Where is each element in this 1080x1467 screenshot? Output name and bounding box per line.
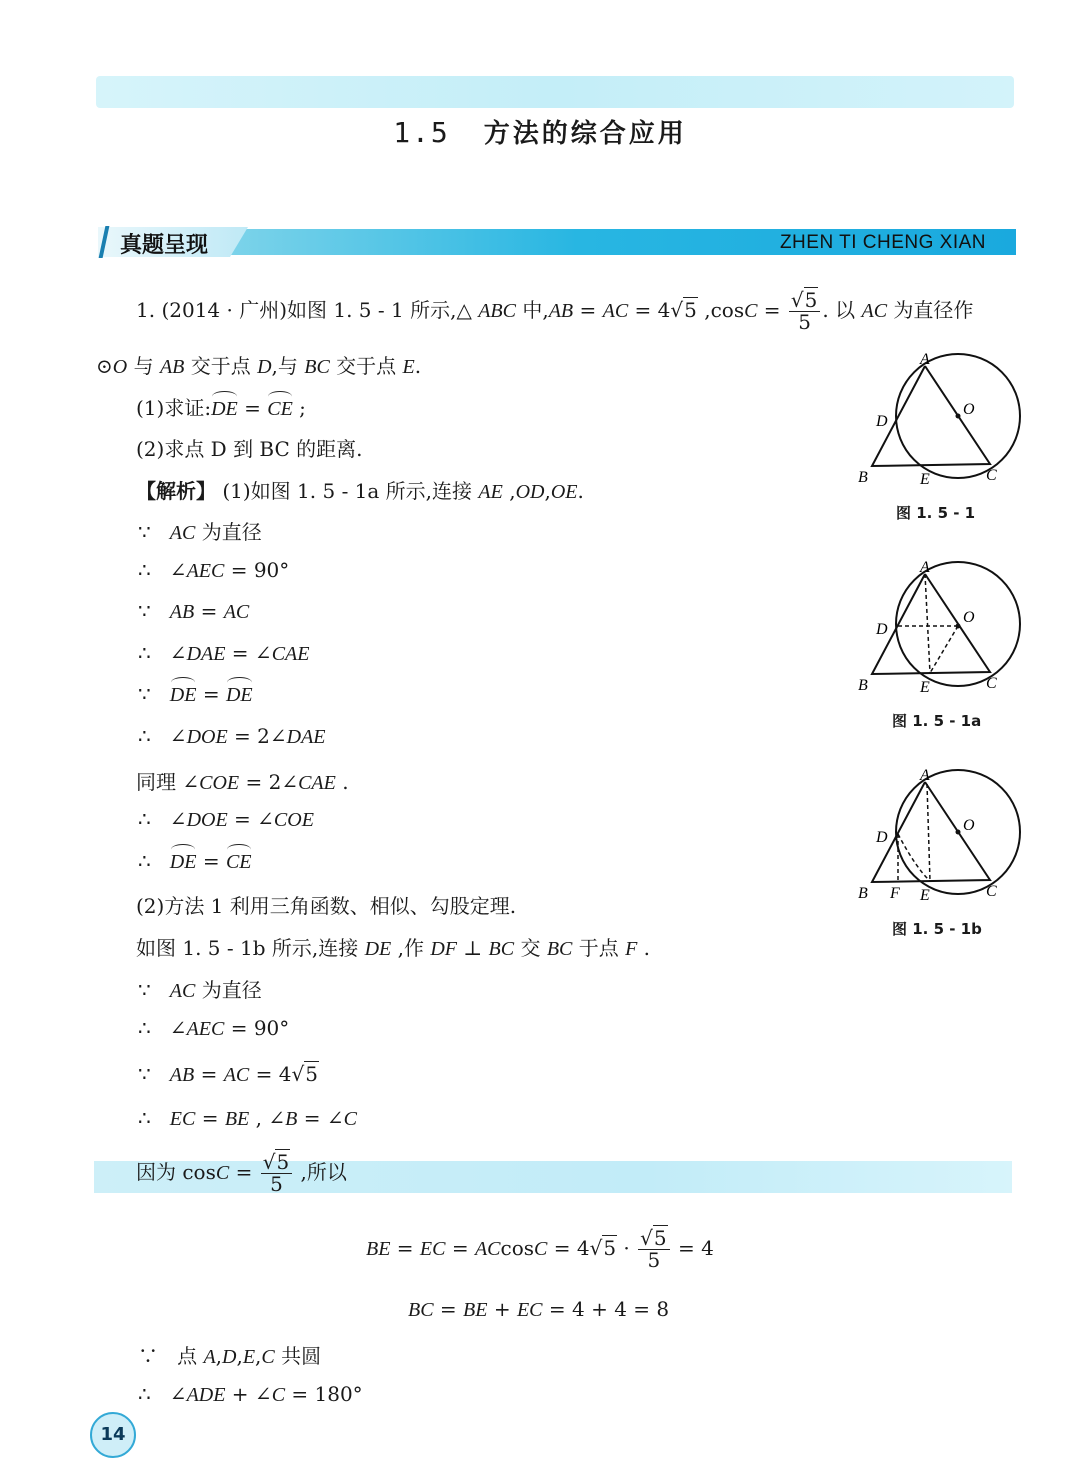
fig1a-label-b: B <box>858 677 868 694</box>
banner-title-cn: 真题呈现 <box>120 233 209 258</box>
method1-intro: 如图 1. 5 - 1b 所示,连接 DE ,作 DF ⊥ BC 交 BC 于点 F . <box>136 936 651 960</box>
problem-intro-continued: ⊙O 与 AB 交于点 D,与 BC 交于点 E. <box>96 354 422 378</box>
fig1-label-o: O <box>963 401 975 418</box>
sol-line-1: ∵ AC 为直径 <box>138 520 262 544</box>
fig1a-label-e: E <box>920 679 930 696</box>
solution-label: 【解析】 <box>136 479 216 503</box>
problem-part1: (1)求证:DE = CE ; <box>136 396 306 420</box>
figure-1-5-1b-caption: 图 1. 5 - 1b <box>892 920 982 938</box>
section-number: 1.5 <box>393 116 450 149</box>
sol-line-9: ∴ DE = CE <box>138 849 252 873</box>
problem-intro <box>136 290 973 333</box>
figure-1-5-1a-caption: 图 1. 5 - 1a <box>892 712 982 730</box>
section-title-text: 方法的综合应用 <box>483 119 687 149</box>
solution-intro: 【解析】 (1)如图 1. 5 - 1a 所示,连接 AE ,OD,OE. <box>136 479 584 503</box>
method1-title: (2)方法 1 利用三角函数、相似、勾股定理. <box>136 894 517 918</box>
fig1-label-d: D <box>876 413 888 430</box>
fig1-label-b: B <box>858 469 868 486</box>
section-banner <box>98 226 1016 260</box>
method1-line-2: ∴ ∠AEC = 90° <box>138 1016 290 1040</box>
fig1-label-e: E <box>920 471 930 488</box>
fig1a-label-c: C <box>986 675 997 692</box>
figure-1-5-1a <box>850 556 1035 696</box>
equation-1: BE = EC = ACcosC = 4√5 · $\frac{√5}{5}$ = 4 <box>366 1226 714 1272</box>
page-number: 14 <box>90 1412 136 1458</box>
since-cos-line: 因为 cosC = $\frac{√5}{5}$ ,所以 <box>136 1150 347 1196</box>
final-line-2: ∴ ∠ADE + ∠C = 180° <box>138 1382 363 1406</box>
sol-line-8: ∴ ∠DOE = ∠COE <box>138 807 314 831</box>
figure-1-5-1b <box>850 764 1035 904</box>
method1-line-1: ∵ AC 为直径 <box>138 978 262 1002</box>
fig1b-label-c: C <box>986 883 997 900</box>
sol-line-3: ∵ AB = AC <box>138 599 250 623</box>
fig1b-label-o: O <box>963 817 975 834</box>
fig1b-label-e: E <box>920 887 930 904</box>
fig1b-label-d: D <box>876 829 888 846</box>
problem-intro-text: 1. (2014 · 广州)如图 1. 5 - 1 所示,△ ABC 中,AB = AC = 4√5 ,cosC = $\frac{√5}{5}$ . 以 AC 为直径作 <box>136 288 974 334</box>
top-decorative-band <box>96 76 1014 108</box>
banner-title-en: ZHEN TI CHENG XIAN <box>779 232 986 253</box>
sol-line-7: 同理 ∠COE = 2∠CAE . <box>136 770 349 794</box>
figure-1-5-1 <box>850 348 1035 488</box>
sol-line-4: ∴ ∠DAE = ∠CAE <box>138 641 310 665</box>
fig1b-label-f: F <box>890 885 900 902</box>
fig1b-label-b: B <box>858 885 868 902</box>
fig1a-label-a: A <box>920 559 930 576</box>
sol-line-2: ∴ ∠AEC = 90° <box>138 558 290 582</box>
fig1b-label-a: A <box>920 767 930 784</box>
method1-line-4: ∴ EC = BE , ∠B = ∠C <box>138 1106 357 1130</box>
method1-line-3: ∵ AB = AC = 4√5 <box>138 1062 318 1086</box>
equation-2: BC = BE + EC = 4 + 4 = 8 <box>408 1297 670 1321</box>
sol-line-6: ∴ ∠DOE = 2∠DAE <box>138 724 326 748</box>
sol-line-5: ∵ DE = DE <box>138 682 253 706</box>
fig1-label-a: A <box>920 351 930 368</box>
fig1a-label-d: D <box>876 621 888 638</box>
fig1-label-c: C <box>986 467 997 484</box>
problem-part2: (2)求点 D 到 BC 的距离. <box>136 437 363 461</box>
figure-1-5-1-caption: 图 1. 5 - 1 <box>896 504 976 522</box>
section-title <box>0 113 1080 150</box>
final-line-1: ∵ 点 A,D,E,C 共圆 <box>138 1344 322 1368</box>
fig1a-label-o: O <box>963 609 975 626</box>
